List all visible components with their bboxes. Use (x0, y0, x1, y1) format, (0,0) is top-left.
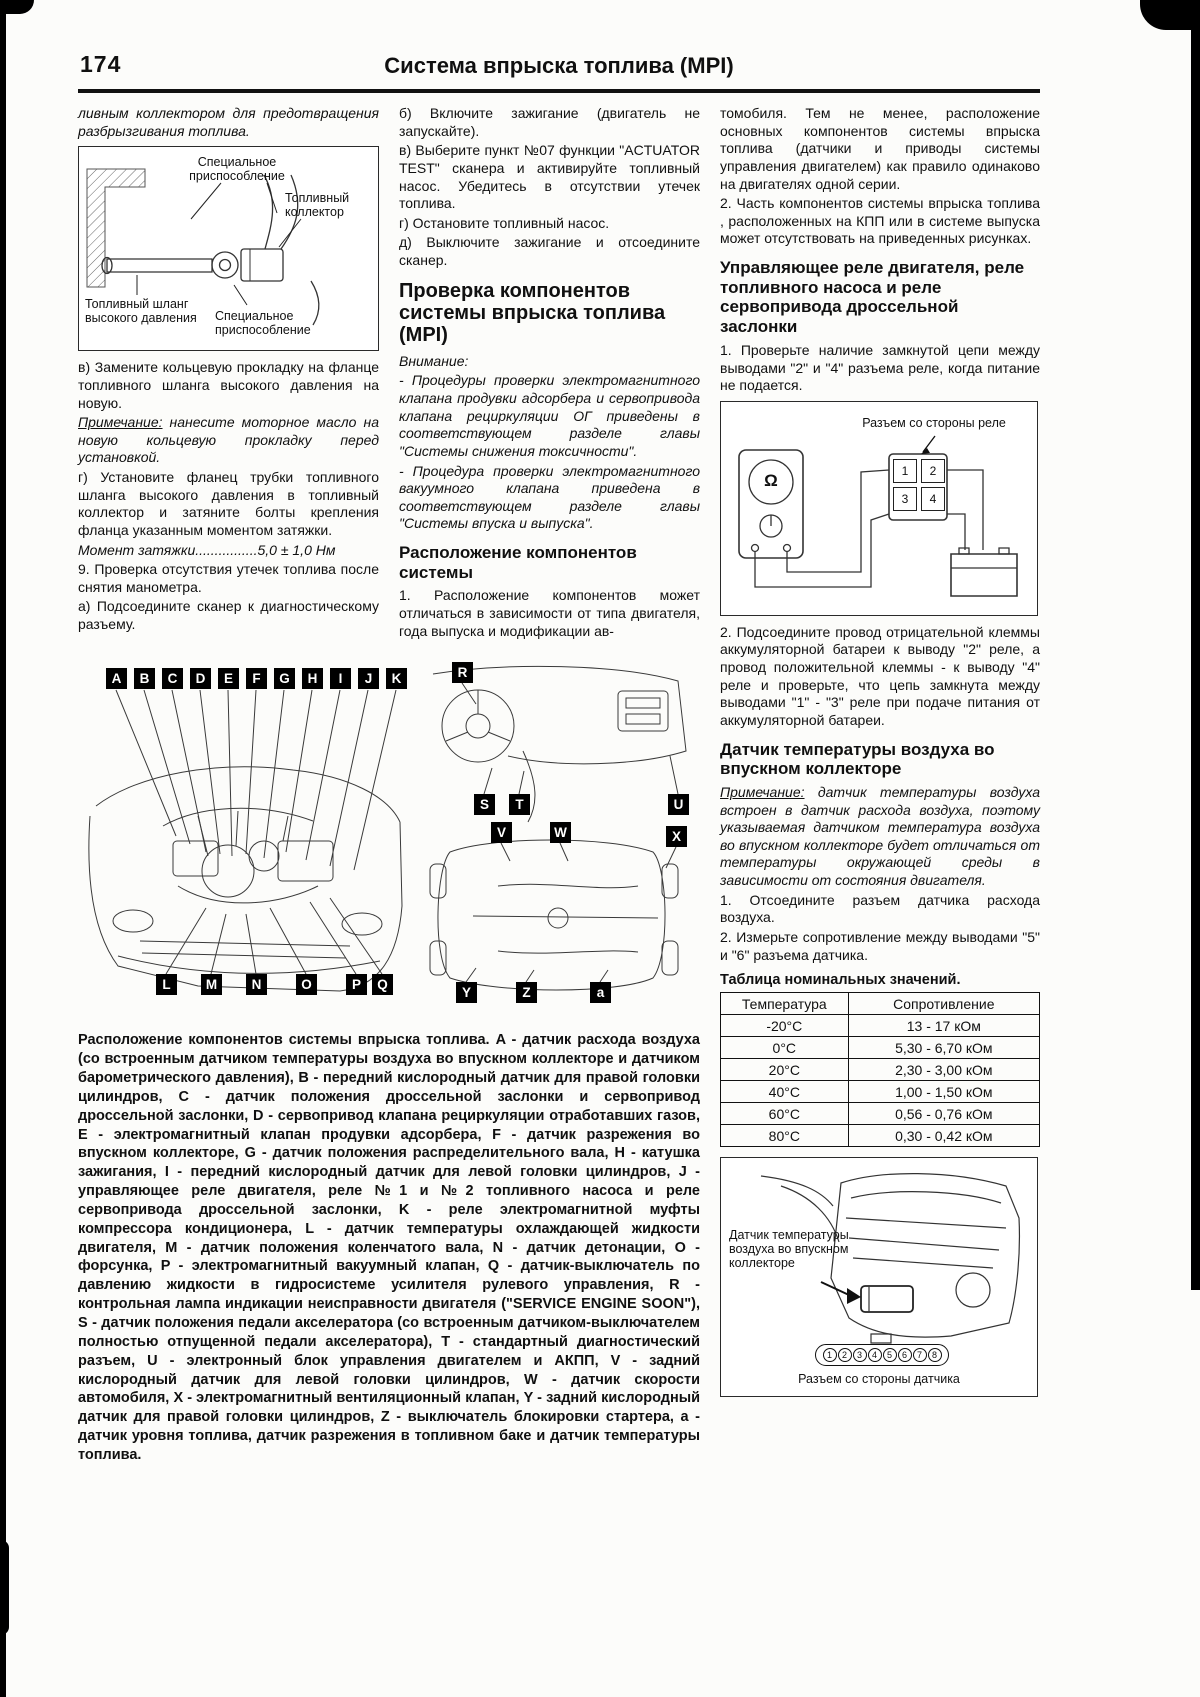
component-location-diagram (78, 656, 700, 1021)
component-letter-badge: E (218, 668, 239, 689)
layout-paragraph-cont: томобиля. Тем не менее, расположение основных компонентов системы впрыска топлива (датчики и приводы системы управления двигателем) как правило одинаково на двигателях одной серии. (720, 105, 1040, 192)
torque-spec: Момент затяжки................5,0 ± 1,0 Нм (78, 541, 336, 558)
attention-label: Внимание: (399, 352, 469, 369)
component-letter-badge: Y (456, 982, 477, 1003)
temp-cell: 60°C (721, 1103, 849, 1125)
scan-edge-artifact (0, 0, 34, 14)
sensor-pin: 7 (913, 1348, 927, 1362)
component-letter-badge: M (201, 974, 222, 995)
component-letter-badge: K (386, 668, 407, 689)
component-letter-badge: I (330, 668, 351, 689)
resistance-cell: 0,56 - 0,76 кОм (848, 1103, 1039, 1125)
section-heading-layout: Расположение компонентов системы (399, 543, 637, 582)
component-letter-badge: T (509, 794, 530, 815)
temp-cell: 0°C (721, 1037, 849, 1059)
page-title: Система впрыска топлива (MPI) (384, 53, 734, 78)
component-letter-badge: S (474, 794, 495, 815)
step-9: 9. Проверка отсутствия утечек топлива после снятия манометра. (78, 561, 379, 595)
iat-step-2: 2. Измерьте сопротивление между выводами "5" и "6" разъема датчика. (720, 928, 1040, 963)
table-row (721, 1015, 1040, 1037)
scan-edge-artifact (1191, 0, 1200, 1290)
relay-step-1: 1. Проверьте наличие замкнутой цепи между выводами "2" и "4" разъема реле, когда питание не подается. (720, 341, 1040, 394)
figure-label: Датчик температуры воздуха во впускном коллекторе (729, 1228, 849, 1271)
header-rule (78, 89, 1040, 93)
table-row (721, 1081, 1040, 1103)
component-letter-badge: Z (516, 982, 537, 1003)
component-letter-badge: D (190, 668, 211, 689)
resistance-cell: 0,30 - 0,42 кОм (848, 1125, 1039, 1147)
note-label: Примечание: (720, 783, 805, 800)
component-letter-badge: Q (372, 974, 393, 995)
section-heading-check: Проверка компонентов системы впрыска топлива (MPI) (399, 279, 666, 347)
step-d2: д) Выключите зажигание и отсоедините сканер. (399, 234, 700, 268)
note-text: датчик температуры воздуха встроен в датчик расхода воздуха, поэтому указываемая датчиком температура воздуха во впускном коллекторе будет отличаться от температуры окружающей среды в зависимости от состояния двигателя. (720, 783, 1040, 889)
column-header-resistance: Сопротивление (848, 993, 1039, 1015)
figure-label: Специальное приспособление (189, 155, 285, 184)
component-letter-badge: J (358, 668, 379, 689)
component-letter-badge: V (491, 822, 512, 843)
component-letter-badge: U (668, 794, 689, 815)
sensor-pin: 2 (838, 1348, 852, 1362)
step-v2: в) Выберите пункт №07 функции "ACTUATOR TEST" сканера и активируйте топливный насос. Убедитесь в отсутствии утечек топлива. (399, 142, 700, 212)
table-row (721, 1037, 1040, 1059)
scan-edge-artifact (1140, 0, 1200, 30)
page-number: 174 (80, 51, 122, 77)
component-letter-badge: G (274, 668, 295, 689)
resistance-cell: 13 - 17 кОм (848, 1015, 1039, 1037)
component-letter-badge: A (106, 668, 127, 689)
relay-test-figure (720, 401, 1038, 616)
component-letter-badge: B (134, 668, 155, 689)
step-v: в) Замените кольцевую прокладку на фланце топливного шланга высокого давления на новую. (78, 359, 379, 411)
component-letter-badge: a (590, 982, 611, 1003)
column-2 (399, 105, 700, 642)
nominal-values-table (720, 992, 1040, 1147)
component-letter-badge: C (162, 668, 183, 689)
step-b: б) Включите зажигание (двигатель не запускайте). (399, 105, 700, 139)
iat-step-1: 1. Отсоедините разъем датчика расхода воздуха. (720, 891, 1040, 926)
iat-note (720, 784, 1040, 890)
resistance-cell: 2,30 - 3,00 кОм (848, 1059, 1039, 1081)
component-letter-badge: F (246, 668, 267, 689)
text-columns (78, 105, 700, 642)
note-label: Примечание: (78, 414, 163, 431)
figure-label: Разъем со стороны реле (862, 415, 1006, 430)
figure-label: Специальное приспособление (215, 309, 311, 338)
component-letter-badge: N (246, 974, 267, 995)
temp-cell: 20°C (721, 1059, 849, 1081)
table-row (721, 1103, 1040, 1125)
figure-label: Топливный коллектор (285, 191, 350, 220)
page-header (78, 44, 1040, 86)
ohm-symbol: Ω (764, 470, 778, 490)
relay-step-2: 2. Подсоедините провод отрицательной клеммы аккумуляторной батареи к выводу "2" реле, а провод положительной клеммы - к выводу "4" реле и проверьте, что цепь замкнута между выводами "1" - "3" реле при подаче питания от аккумуляторной батареи. (720, 623, 1040, 728)
attention-item: - Процедура проверки электромагнитного вакуумного клапана приведена в соответствующем разделе главы "Системы впуска и выпуска". (399, 462, 700, 532)
section-heading-relay: Управляющее реле двигателя, реле топливного насоса и реле сервопривода дроссельной заслонки (720, 258, 1025, 337)
component-letter-badge: W (550, 822, 571, 843)
temp-cell: 40°C (721, 1081, 849, 1103)
attention-item: - Процедуры проверки электромагнитного клапана продувки адсорбера и сервопривода клапана рециркуляции ОГ приведены в соответствующем разделе главы "Системы снижения токсичности". (399, 372, 700, 459)
temp-cell: -20°C (721, 1015, 849, 1037)
scan-edge-artifact (0, 0, 6, 1697)
component-letter-badge: H (302, 668, 323, 689)
component-letter-badge: L (156, 974, 177, 995)
sensor-pin: 4 (868, 1348, 882, 1362)
sensor-pin: 1 (823, 1348, 837, 1362)
temp-cell: 80°C (721, 1125, 849, 1147)
sensor-pin: 3 (853, 1348, 867, 1362)
column-3 (720, 105, 1040, 1465)
section-heading-iat: Датчик температуры воздуха во впускном коллекторе (720, 739, 995, 779)
table-row (721, 1125, 1040, 1147)
resistance-cell: 1,00 - 1,50 кОм (848, 1081, 1039, 1103)
column-header-temperature: Температура (721, 993, 849, 1015)
table-header-row (721, 993, 1040, 1015)
relay-pin: 2 (921, 459, 945, 483)
step-g2: г) Остановите топливный насос. (399, 214, 610, 231)
step-g: г) Установите фланец трубки топливного шланга высокого давления в топливный коллектор и затяните болты крепления фланца указанным моментом затяжки. (78, 469, 379, 538)
relay-connector-pins (893, 459, 945, 511)
figure-label: Топливный шланг высокого давления (85, 297, 197, 326)
left-area (78, 105, 700, 1465)
relay-test-art (721, 402, 1036, 614)
component-location-art (78, 656, 700, 1021)
layout-paragraph: 1. Расположение компонентов может отличаться в зависимости от типа двигателя, года выпуска и модификации ав- (399, 587, 700, 639)
note (78, 414, 379, 467)
relay-pin: 1 (893, 459, 917, 483)
step-9a: а) Подсоедините сканер к диагностическому разъему. (78, 598, 379, 632)
iat-sensor-figure (720, 1157, 1038, 1397)
sensor-pin: 5 (883, 1348, 897, 1362)
resistance-cell: 5,30 - 6,70 кОм (848, 1037, 1039, 1059)
component-letter-badge: R (452, 662, 473, 683)
table-row (721, 1059, 1040, 1081)
page-content (78, 44, 1040, 1465)
scan-edge-artifact (0, 1540, 9, 1635)
diagram-caption: Расположение компонентов системы впрыска топлива. A - датчик расхода воздуха (со встроенным датчиком температуры воздуха во впускном коллекторе и датчиком барометрического давления), B - передний кислородный датчик для правой головки цилиндров, C - датчик положения дроссельной заслонки и сервопривод дроссельной заслонки, D - сервопривод клапана рециркуляции отработавших газов, E - электромагнитный клапан продувки адсорбера, F - датчик разрежения во впускном коллекторе, G - датчик положения распределительного вала, H - катушка зажигания, I - передний кислородный датчик для левой головки цилиндров, J - управляющее реле двигателя, реле №1 и №2 топливного насоса и реле сервопривода дроссельной заслонки, K - реле электромагнитной муфты компрессора кондиционера, L - датчик температуры охлаждающей жидкости двигателя, M - датчик положения коленчатого вала, N - датчик детонации, O - форсунка, P - электромагнитный вакуумный клапан, Q - датчик-выключатель по давлению жидкости в гидросистеме усилителя рулевого управления, R - контрольная лампа индикации неисправности двигателя ("SERVICE ENGINE SOON"), S - датчик положения педали акселератора (со встроенным датчиком-выключателем полностью отпущенной педали акселератора), T - стандартный диагностический разъем, U - электронный блок управления двигателем и АКПП, V - задний кислородный датчик для левой головки цилиндров, W - датчик скорости автомобиля, X - электромагнитный вентиляционный клапан, Y - задний кислородный датчик для правой головки цилиндров, Z - выключатель блокировки стартера, a - датчик уровня топлива, датчик разрежения в топливном баке и датчик температуры топлива. (78, 1032, 700, 1463)
sensor-pin: 8 (928, 1348, 942, 1362)
sensor-connector (815, 1344, 949, 1366)
component-letter-badge: O (296, 974, 317, 995)
continued-text: ливным коллектором для предотвращения разбрызгивания топлива. (78, 105, 379, 139)
columns (78, 105, 1040, 1465)
fuel-rail-figure (78, 146, 379, 351)
figure-label: Разъем со стороны датчика (798, 1372, 960, 1387)
relay-pin: 4 (921, 487, 945, 511)
table-title: Таблица номинальных значений. (720, 972, 961, 989)
note-text: нанесите моторное масло на новую кольцевую прокладку перед установкой. (78, 414, 379, 466)
sensor-pin: 6 (898, 1348, 912, 1362)
component-letter-badge: X (666, 826, 687, 847)
relay-pin: 3 (893, 487, 917, 511)
layout-paragraph-2: 2. Часть компонентов системы впрыска топлива , расположенных на КПП или в системе выпуска может отсутствовать на приведенных рисунках. (720, 195, 1040, 247)
column-1 (78, 105, 379, 642)
component-letter-badge: P (346, 974, 367, 995)
